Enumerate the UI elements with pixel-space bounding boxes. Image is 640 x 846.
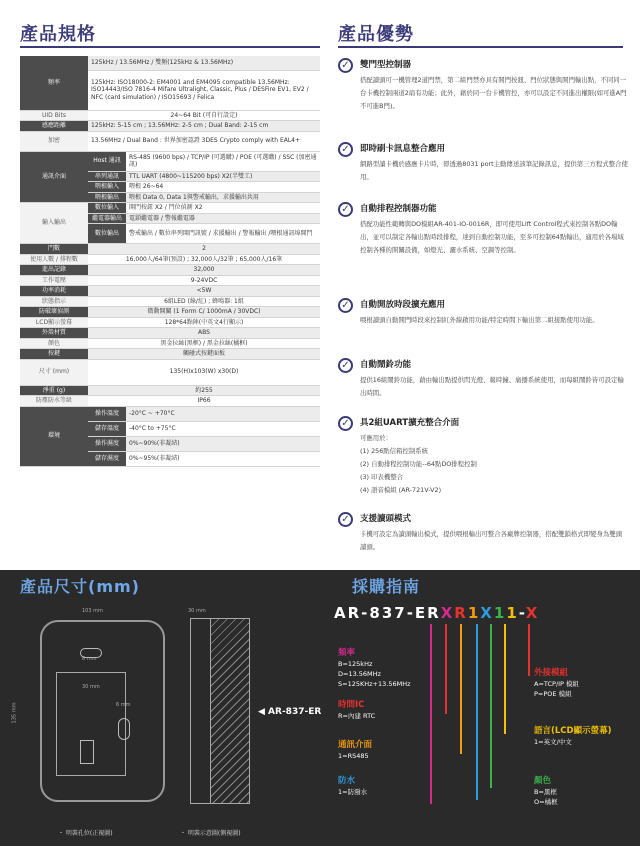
width-dimension: 103 mm	[82, 608, 103, 614]
check-icon: ✓	[338, 358, 353, 373]
advantages-list	[338, 56, 628, 572]
spec-value: 24~64 Bit (可自行設定)	[88, 110, 320, 121]
spec-sublabel: 串列通訊	[88, 171, 126, 182]
table-row	[20, 121, 320, 132]
spec-label: 防破壞偵測	[20, 307, 88, 318]
spec-value: ABS	[88, 328, 320, 339]
table-row	[20, 338, 320, 349]
spec-value: 喂根 26~64	[126, 182, 320, 193]
spec-value: 喂根 Data 0, Data 1與警戒輸出，求援輸出共用	[126, 192, 320, 203]
table-row	[20, 296, 320, 307]
table-row	[20, 110, 320, 121]
spec-sublabel: 繼電器輸出	[88, 213, 126, 224]
spec-sublabel: 儲存溫度	[88, 421, 126, 436]
spec-sublabel: 操作濕度	[88, 436, 126, 451]
spec-table	[20, 56, 320, 467]
order-group-title: 通訊介面	[338, 740, 373, 750]
spec-value: 135(H)x103(W) x30(D)	[88, 359, 320, 385]
order-option: D=13.56MHz	[338, 670, 381, 678]
spec-sublabel: 喂根輸出	[88, 192, 126, 203]
front-view-outline	[40, 620, 165, 802]
check-icon: ✓	[338, 298, 353, 313]
order-group-module	[534, 668, 579, 699]
spec-value: IP66	[88, 396, 320, 407]
order-group-title: 時間IC	[338, 700, 365, 710]
connector-line	[490, 624, 492, 788]
model-part-rtc: R	[454, 604, 468, 622]
caption-front-view: ・ 明裝孔位(正視圖)	[58, 830, 113, 837]
table-row	[20, 359, 320, 385]
spec-value: TTL UART (4800~115200 bps) X2(半雙工)	[126, 171, 320, 182]
spec-value: 13.56MHz / Dual Band : 世界加密認證 3DES Crypto comply with EAL4+	[88, 131, 320, 151]
spec-label: 外殼材質	[20, 328, 88, 339]
hole-dimension: 6 mm	[116, 702, 131, 708]
cable-hole	[80, 740, 94, 764]
order-option: 1=RS485	[338, 752, 369, 760]
connector-line	[528, 624, 530, 676]
check-icon: ✓	[338, 142, 353, 157]
spec-value: RS-485 (9600 bps) / TCP/IP (可選購) / POE (可選購) / SSC (加密通訊)	[126, 151, 320, 171]
dimensions-title: 產品尺寸(mm)	[20, 577, 140, 596]
spec-value: 觸碰式按鍵面板	[88, 349, 320, 360]
spec-label: 使用人數 / 排程數	[20, 254, 88, 265]
check-icon: ✓	[338, 202, 353, 217]
table-row	[20, 244, 320, 255]
advantage-item	[338, 58, 628, 140]
table-row	[20, 406, 320, 421]
height-dimension: 135 mm	[11, 702, 18, 724]
advantage-item	[338, 202, 628, 296]
spec-label: 門數	[20, 244, 88, 255]
spec-value: 微動開關 (1 Form C/ 1000mA / 30VDC)	[88, 307, 320, 318]
spec-label: 功率消耗	[20, 286, 88, 297]
advantages-divider	[338, 46, 623, 48]
spec-value: 125kHz: 5-15 cm ; 13.56MHz: 2-5 cm ; Dual Band: 2-15 cm	[88, 121, 320, 132]
order-option: S=125KHz+13.56MHz	[338, 680, 411, 688]
spec-title: 產品規格	[20, 24, 96, 45]
spec-value: <5W	[88, 286, 320, 297]
advantage-title: 自動鬧鈴功能	[360, 360, 412, 370]
spec-sublabel: Host 通訊	[88, 151, 126, 171]
spec-label: 環境	[20, 406, 88, 466]
order-group-frequency	[338, 648, 411, 689]
order-group-title: 語言(LCD顯示螢幕)	[534, 726, 612, 736]
spec-label: 通訊介面	[20, 151, 88, 203]
spec-value: 6組LED (綠/紅) ; 蜂鳴器: 1組	[88, 296, 320, 307]
spec-label: 輸入輸出	[20, 203, 88, 244]
spec-sublabel: 數位輸出	[88, 224, 126, 244]
advantage-title: 自動開放時段擴充應用	[360, 300, 446, 310]
advantage-desc: 卡機可設定為讀頭輸出模式，提供喂根輸出可整合各廠牌控制器，搭配雙鎖格式即變身為雙頭讀頭。	[360, 530, 623, 551]
model-code	[334, 604, 539, 622]
model-part-comm: 1	[467, 604, 481, 622]
advantage-title: 支援讀頭模式	[360, 514, 412, 524]
caption-side-view: ・ 明裝示意圖(側視圖)	[180, 830, 241, 837]
advantage-desc: 喂根讀頭自動開門時段來控制紅外線啟用功能/特定時間下輸出第二組接點使用功能。	[360, 316, 599, 324]
order-group-language	[534, 726, 611, 747]
connector-line	[430, 624, 432, 804]
side-view-device	[190, 618, 210, 804]
model-part-dash: -	[518, 604, 526, 622]
ordering-title: 採購指南	[352, 577, 421, 596]
table-row	[20, 385, 320, 396]
advantage-desc: 可應用於： (1) 256點信箱控制系統 (2) 自動排程控制功能--64點DO排程控制 (3) 印表機整合 (4) 語音模組 (AR-721V-V2)	[360, 434, 477, 494]
spec-label: 淨重 (g)	[20, 385, 88, 396]
model-part-waterproof: 1	[493, 604, 507, 622]
bottom-section	[0, 570, 640, 846]
check-icon: ✓	[338, 416, 353, 431]
table-row	[20, 254, 320, 265]
table-row	[20, 203, 320, 214]
order-option: P=POE 模組	[534, 690, 572, 698]
advantage-title: 即時刷卡訊息整合應用	[360, 144, 446, 154]
table-row	[20, 396, 320, 407]
connector-line	[445, 624, 447, 714]
inner-width-dimension: 30 mm	[82, 684, 100, 690]
advantage-item	[338, 416, 628, 510]
spec-sublabel: 儲存濕度	[88, 451, 126, 466]
spec-divider	[20, 46, 320, 48]
spec-value: 125kHz / 13.56MHz / 雙頻(125kHz & 13.56MHz)	[88, 56, 320, 70]
model-part-frequency: X	[440, 604, 455, 622]
spec-value: -20°C ~ +70°C	[126, 406, 320, 421]
advantage-desc: 搭配功能性範轉與DO模組AR-401-IO-0016R，即可使用Lift Control程式來控制各點DO輸出，並可以制定各輸出點時段排程，達到自動控制功能，至多可控制64點輸出，適用於各場域控制各種的開關設備，如燈光、灑水系統、空調等控制。	[360, 220, 624, 254]
spec-value: 9-24VDC	[88, 275, 320, 286]
advantage-item	[338, 358, 628, 414]
order-option: R=內建 RTC	[338, 712, 376, 720]
connector-line	[460, 624, 462, 754]
advantage-item	[338, 142, 628, 200]
spec-label: LCD顯示螢幕	[20, 317, 88, 328]
spec-label: 感應距離	[20, 121, 88, 132]
spec-label: 狀態指示	[20, 296, 88, 307]
spec-value: 16,000人/64筆(預設) ; 32,000人/32筆 ; 65,000人/16筆	[88, 254, 320, 265]
advantages-title: 產品優勢	[338, 24, 414, 45]
spec-value: -40°C to +75°C	[126, 421, 320, 436]
order-group-title: 防水	[338, 776, 356, 786]
mount-hole	[118, 718, 130, 740]
spec-sublabel: 數位輸入	[88, 203, 126, 214]
order-group-color	[534, 776, 558, 807]
spec-value: 開門按鈕 X2 / 門位偵測 X2	[126, 203, 320, 214]
order-group-rtc	[338, 700, 375, 721]
spec-value: 約255	[88, 385, 320, 396]
order-group-title: 頻率	[338, 648, 356, 658]
advantage-title: 雙門型控制器	[360, 60, 412, 70]
spec-value: 32,000	[88, 265, 320, 276]
order-group-comm	[338, 740, 372, 761]
order-option: 1=防潑水	[338, 788, 368, 796]
table-row	[20, 265, 320, 276]
spec-label: 工作電壓	[20, 275, 88, 286]
spec-label: 顏色	[20, 338, 88, 349]
order-option: 1=英文/中文	[534, 738, 572, 746]
table-row	[20, 349, 320, 360]
spec-sublabel: 操作溫度	[88, 406, 126, 421]
spec-label: UID Bits	[20, 110, 88, 121]
spec-value: 黑金拉絲(黑框) / 黑金拉絲(橘框)	[88, 338, 320, 349]
table-row	[20, 151, 320, 171]
connector-line	[476, 624, 478, 800]
connector-line	[504, 624, 506, 734]
model-part-color: X	[525, 604, 540, 622]
model-part-module: X	[480, 604, 494, 622]
table-row	[20, 286, 320, 297]
spec-value: 125kHz: ISO18000-2: EM4001 and EM4095 compatible 13.56MHz: ISO14443/ISO 7816-4 Mifare Ultralight, Classic, Plus / DESFire EV1, EV2 / NFC (card simulation) / ISO15693 / Felica	[88, 70, 320, 110]
order-option: A=TCP/IP 模組	[534, 680, 580, 688]
advantage-desc: 搭配讀頭可一機管理2道門禁，第二組門禁亦具有開門按鈕、門位狀態與開門輸出點，不同同一台卡機控制兩道2扇有功能；此外，藉於同一台卡機管控，亦可以設定不同進出權限(如可進A門不可進B門)。	[360, 76, 627, 110]
spec-label: 加密	[20, 131, 88, 151]
table-row	[20, 317, 320, 328]
order-group-title: 顏色	[534, 776, 552, 786]
side-view-wall	[210, 618, 250, 804]
order-option: B=125kHz	[338, 660, 373, 668]
spec-label: 按鍵	[20, 349, 88, 360]
spec-value: 電鎖繼電器 / 警報繼電器	[126, 213, 320, 224]
advantage-item	[338, 512, 628, 572]
order-group-waterproof	[338, 776, 367, 797]
model-prefix: AR-837-ER	[334, 604, 441, 622]
spec-label: 進出記錄	[20, 265, 88, 276]
mount-hole	[80, 648, 102, 658]
advantage-desc: 提供16組鬧鈴功能，藉由輸出點提供閃光燈、報時鐘、廣播系統使用，而每組鬧鈴皆可設定輸出時間。	[360, 376, 624, 397]
spec-value: 0%~95%(非凝結)	[126, 451, 320, 466]
order-option: O=橘框	[534, 798, 558, 806]
spec-label: 尺寸 (mm)	[20, 359, 88, 385]
table-row	[20, 56, 320, 70]
check-icon: ✓	[338, 58, 353, 73]
advantage-title: 具2組UART擴充整合介面	[360, 418, 460, 428]
model-pointer-label: ◀ AR-837-ER	[258, 707, 322, 717]
order-group-title: 外接模組	[534, 668, 569, 678]
spec-sublabel: 喂根輸入	[88, 182, 126, 193]
table-row	[20, 275, 320, 286]
table-row	[20, 307, 320, 318]
table-row	[20, 131, 320, 151]
depth-dimension: 30 mm	[188, 608, 206, 614]
spec-value: 警戒輸出 / 數位串列開門訊號 / 求援輸出 / 警報輸出 /喂根通訊埠開門	[126, 224, 320, 244]
check-icon: ✓	[338, 512, 353, 527]
model-part-language: 1	[506, 604, 519, 622]
table-row	[20, 328, 320, 339]
spec-value: 2	[88, 244, 320, 255]
order-option: B=黑框	[534, 788, 557, 796]
advantage-item	[338, 298, 628, 356]
advantage-title: 自動排程控制器功能	[360, 204, 437, 214]
spec-value: 0%~90%(非凝結)	[126, 436, 320, 451]
spec-label-frequency: 頻率	[20, 56, 88, 110]
spec-value: 128*64點陣(中英文4行顯示)	[88, 317, 320, 328]
top-dimension: 8 mm	[82, 656, 97, 662]
spec-label: 防塵防水等級	[20, 396, 88, 407]
advantage-desc: 網路型讀卡機於感應卡片時，即透過8031 port主動傳送該筆記錄訊息，提供第三方程式整合使用。	[360, 160, 628, 181]
